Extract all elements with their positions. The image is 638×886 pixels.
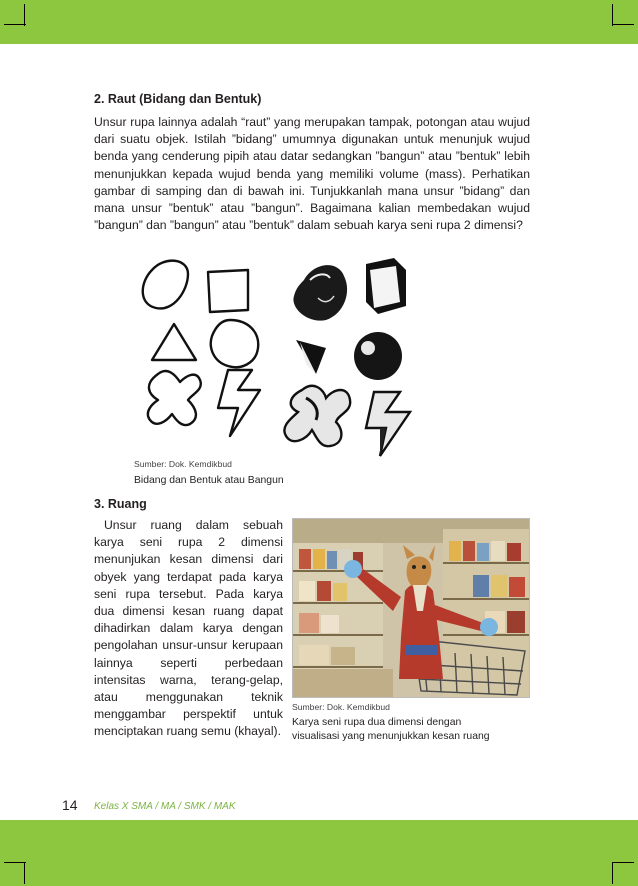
section-paragraph-ruang [94,517,283,741]
crop-mark [612,24,634,25]
section-title-raut: 2. Raut (Bidang dan Bentuk) [94,92,262,106]
circle-outline [211,320,258,367]
volume-shapes [284,258,410,456]
crop-mark [24,862,25,884]
paragraph-text: Unsur ruang dalam sebuah karya seni rupa 2 dimensi menunjukan kesan dimensi dari obyek yang terdapat pada karya seni rupa tersebut. Pada karya dua dimensi kesan ruang dapat dihadirkan dalam karya dengan pengolahan unsur-unsur kerupaan lainnya seperti perbedaan intensitas warna, terang-gelap, atau menggunakan teknik menggambar perspektif untuk menciptakan ruang semu (khayal). [94,518,283,739]
crop-mark [24,4,25,26]
header-band [0,0,638,44]
crop-mark [4,862,26,863]
triangle-outline [152,324,196,360]
page-number: 14 [62,797,78,813]
bolt-outline [218,370,260,436]
figure-caption-shapes: Bidang dan Bentuk atau Bangun [134,475,284,486]
sphere-volume [354,332,402,380]
figure-caption-space-line2: visualisasi yang menunjukkan kesan ruang [292,731,490,742]
bolt-volume [366,392,410,456]
blob-outline [143,261,188,309]
footer-band [0,820,638,886]
cross-blob-outline [148,371,201,425]
space-artwork-image [292,518,530,698]
crop-mark [612,862,634,863]
paragraph-text: Unsur rupa lainnya adalah “raut” yang merupakan tampak, potongan atau wujud dari suatu objek. Istilah ”bidang” umumnya digunakan untuk menunjuk wujud benda yang cenderung pipih atau datar sedangkan ”bangun” atau ”bentuk” lebih menunjukkan kepada wujud benda yang memiliki volume (mass). Perhatikan gambar di samping dan di bawah ini. Tunjukkanlah mana unsur ”bidang” dan mana unsur ”bentuk” atau ”bangun”. Bagaimana kalian membedakan wujud ”bangun” dan ”bangun” atau ”bentuk” dalam sebuah karya seni rupa 2 dimensi? [94,115,530,233]
figure-source-shapes: Sumber: Dok. Kemdikbud [134,459,232,469]
square-outline [208,270,248,312]
figure-caption-space-line1: Karya seni rupa dua dimensi dengan [292,717,462,728]
section-paragraph-raut [94,114,530,234]
artwork-illustration [293,519,529,697]
figure-source-space: Sumber: Dok. Kemdikbud [292,702,390,712]
shapes-illustration [130,252,420,462]
crop-mark [612,862,613,884]
book-label: Kelas X SMA / MA / SMK / MAK [94,801,236,812]
section-title-ruang: 3. Ruang [94,497,147,511]
blob-volume [293,265,347,320]
crop-mark [4,24,26,25]
crop-mark [612,4,613,26]
